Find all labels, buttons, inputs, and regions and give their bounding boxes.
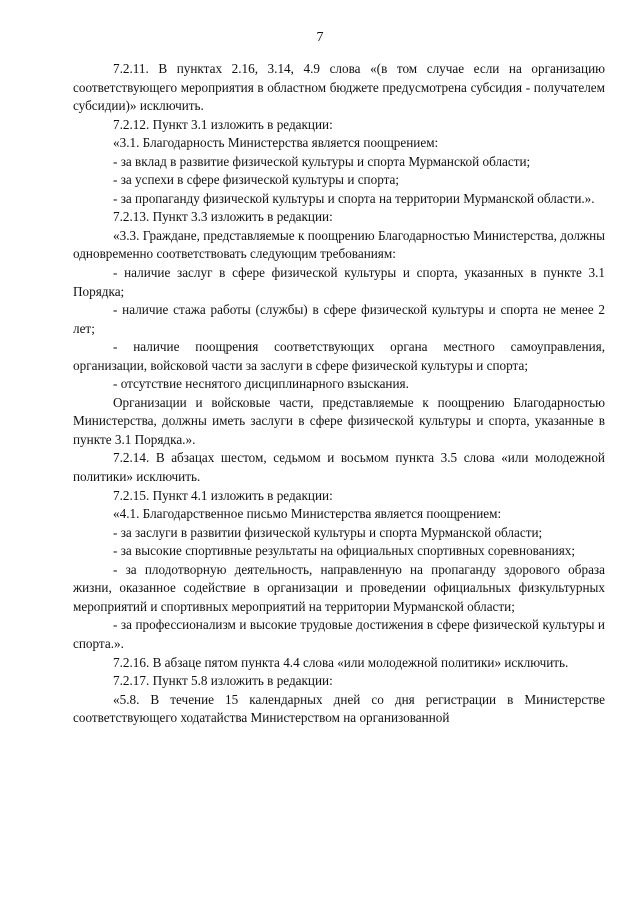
paragraph-3-3-intro: «3.3. Граждане, представляемые к поощрению Благодарностью Министерства, должны одновременно соответствовать следующим требованиям:: [73, 227, 605, 262]
paragraph-organizations: Организации и войсковые части, представляемые к поощрению Благодарностью Министерства, должны иметь заслуги в сфере физической культуры и спорта, указанные в пункте 3.1 Порядка.».: [73, 394, 605, 447]
paragraph-7-2-15: 7.2.15. Пункт 4.1 изложить в редакции:: [113, 487, 333, 503]
paragraph-7-2-11: 7.2.11. В пунктах 2.16, 3.14, 4.9 слова «(в том случае если на организацию соответствующего мероприятия в областном бюджете предусмотрена субсидия - получателем субсидии)» исключить.: [73, 61, 605, 114]
list-item: - за заслуги в развитии физической культуры и спорта Мурманской области;: [113, 524, 543, 540]
list-item: - за высокие спортивные результаты на официальных спортивных соревнованиях;: [113, 543, 576, 559]
list-item: - за успехи в сфере физической культуры и спорта;: [113, 172, 400, 188]
list-item: - отсутствие неснятого дисциплинарного взыскания.: [113, 376, 409, 392]
list-item: - за вклад в развитие физической культуры и спорта Мурманской области;: [113, 153, 531, 169]
paragraph-5-8: «5.8. В течение 15 календарных дней со дня регистрации в Министерстве соответствующего ходатайства Министерством на организованной: [73, 691, 605, 726]
list-item: - наличие поощрения соответствующих органа местного самоуправления, организации, войсковой части за заслуги в сфере физической культуры и спорта;: [73, 339, 605, 373]
paragraph-4-1-intro: «4.1. Благодарственное письмо Министерства является поощрением:: [113, 506, 502, 522]
paragraph-7-2-16: 7.2.16. В абзаце пятом пункта 4.4 слова «или молодежной политики» исключить.: [113, 654, 569, 670]
list-item: - за пропаганду физической культуры и спорта на территории Мурманской области.».: [113, 190, 595, 206]
list-item: - за профессионализм и высокие трудовые достижения в сфере физической культуры и спорта.».: [73, 617, 605, 651]
list-item: - наличие стажа работы (службы) в сфере физической культуры и спорта не менее 2 лет;: [73, 302, 605, 336]
paragraph-7-2-12: 7.2.12. Пункт 3.1 изложить в редакции:: [113, 116, 333, 132]
paragraph-3-1-intro: «3.1. Благодарность Министерства является поощрением:: [113, 135, 439, 151]
paragraph-7-2-17: 7.2.17. Пункт 5.8 изложить в редакции:: [113, 673, 333, 689]
list-item: - наличие заслуг в сфере физической культуры и спорта, указанных в пункте 3.1 Порядка;: [73, 265, 605, 299]
document-body: [73, 60, 605, 728]
page-number: 7: [316, 30, 324, 45]
list-item: - за плодотворную деятельность, направленную на пропаганду здорового образа жизни, оказанное содействие в организации и проведении официальных физкультурных мероприятий и спортивных мероприятий на территории Мурманской области;: [73, 561, 605, 614]
paragraph-7-2-13: 7.2.13. Пункт 3.3 изложить в редакции:: [113, 209, 333, 225]
paragraph-7-2-14: 7.2.14. В абзацах шестом, седьмом и восьмом пункта 3.5 слова «или молодежной политики» исключить.: [73, 450, 605, 485]
